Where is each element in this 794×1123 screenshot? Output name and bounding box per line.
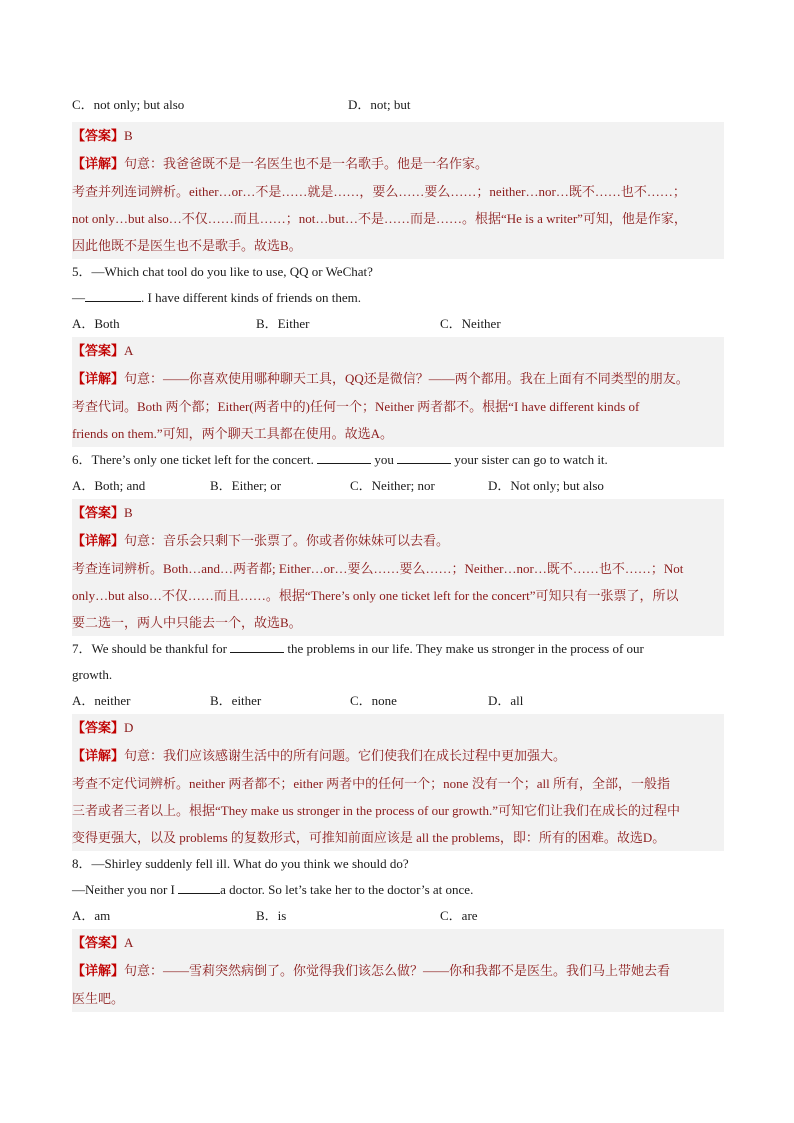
q6-option-b: B．Either; or xyxy=(210,478,282,493)
q6-blank-1 xyxy=(317,449,371,464)
detail-tag: 【详解】 xyxy=(72,534,125,549)
q4-options xyxy=(72,92,724,118)
answer-tag: 【答案】 xyxy=(72,129,125,144)
detail-tag: 【详解】 xyxy=(72,749,125,764)
answer-tag: 【答案】 xyxy=(72,936,125,951)
q5-stem-line2 xyxy=(72,285,724,311)
q5-options xyxy=(72,311,724,337)
q7-detail-line: 三者或者三者以上。根据“They make us stronger in the process of our growth.”可知它们让我们在成长的过程中 xyxy=(72,803,681,818)
q8-stem: 8．—Shirley suddenly fell ill. What do you think we should do? xyxy=(72,856,409,871)
q7-part2: the problems in our life. They make us stronger in the process of our xyxy=(287,641,644,656)
q5-option-a: A．Both xyxy=(72,316,120,331)
q4-option-d: D．not; but xyxy=(348,97,411,112)
q7-answer-box xyxy=(72,714,724,851)
q6-detail-line: only…but also…不仅……而且……。根据“There’s only one ticket left for the concert”可知只有一张票了，所以 xyxy=(72,588,679,603)
answer-tag: 【答案】 xyxy=(72,344,125,359)
q8-stem-line2 xyxy=(72,877,724,903)
q6-option-c: C．Neither; nor xyxy=(350,478,435,493)
q8-option-b: B．is xyxy=(256,908,287,923)
q8-option-c: C．are xyxy=(440,908,478,923)
q7-option-c: C．none xyxy=(350,693,397,708)
q4-detail-line: 考查并列连词辨析。either…or…不是……就是……，要么……要么……；neither…nor…既不……也不……； xyxy=(72,184,686,199)
q7-options xyxy=(72,688,724,714)
q5-option-c: C．Neither xyxy=(440,316,501,331)
q7-blank xyxy=(230,638,284,653)
answer-tag: 【答案】 xyxy=(72,506,125,521)
q7-answer: D xyxy=(124,720,134,735)
q4-detail-line: 句意：我爸爸既不是一名医生也不是一名歌手。他是一名作家。 xyxy=(124,156,489,171)
q6-stem xyxy=(72,447,724,473)
q7-stem xyxy=(72,636,724,662)
q7-detail-line: 句意：我们应该感谢生活中的所有问题。它们使我们在成长过程中更加强大。 xyxy=(124,748,567,763)
q8-answer: A xyxy=(124,935,134,950)
q5-stem: 5．—Which chat tool do you like to use, QQ or WeChat? xyxy=(72,264,373,279)
q6-part2: you xyxy=(374,452,394,467)
q8-options xyxy=(72,903,724,929)
q6-part3: your sister can go to watch it. xyxy=(454,452,608,467)
q6-options xyxy=(72,473,724,499)
q6-detail-line: 考查连词辨析。Both…and…两者都; Either…or…要么……要么……；Neither…nor…既不……也不……；Not xyxy=(72,561,684,576)
q4-detail-line: 因此他既不是医生也不是歌手。故选B。 xyxy=(72,238,302,253)
detail-tag: 【详解】 xyxy=(72,157,125,172)
q7-detail-line: 变得更强大，以及 problems 的复数形式，可推知前面应该是 all the problems，即：所有的困难。故选D。 xyxy=(72,830,666,845)
q8-suffix: a doctor. So let’s take her to the doctor’s at once. xyxy=(220,882,474,897)
q5-suffix: . I have different kinds of friends on them. xyxy=(141,290,361,305)
q7-option-d: D．all xyxy=(488,693,524,708)
q7-option-a: A．neither xyxy=(72,693,131,708)
q6-part1: 6．There’s only one ticket left for the concert. xyxy=(72,452,314,467)
detail-tag: 【详解】 xyxy=(72,372,125,387)
q5-detail-line: friends on them.”可知，两个聊天工具都在使用。故选A。 xyxy=(72,426,394,441)
q7-option-b: B．either xyxy=(210,693,262,708)
q4-option-c: C．not only; but also xyxy=(72,97,185,112)
q6-answer-box xyxy=(72,499,724,636)
detail-tag: 【详解】 xyxy=(72,964,125,979)
q8-prefix: —Neither you nor I xyxy=(72,882,175,897)
q5-detail-line: 句意：——你喜欢使用哪种聊天工具，QQ还是微信？——两个都用。我在上面有不同类型的朋友。 xyxy=(124,371,689,386)
q8-detail-line: 医生吧。 xyxy=(72,991,125,1006)
q8-blank xyxy=(178,879,220,894)
q6-answer: B xyxy=(124,505,133,520)
q6-detail-line: 要二选一，两人中只能去一个，故选B。 xyxy=(72,615,302,630)
q4-answer: B xyxy=(124,128,133,143)
q8-answer-box xyxy=(72,929,724,1012)
answer-tag: 【答案】 xyxy=(72,721,125,736)
q5-prefix: — xyxy=(72,290,85,305)
q5-option-b: B．Either xyxy=(256,316,310,331)
q5-detail-line: 考查代词。Both 两个都；Either(两者中的)任何一个；Neither 两者都不。根据“I have different kinds of xyxy=(72,399,640,414)
q4-answer-box xyxy=(72,122,724,259)
q5-answer: A xyxy=(124,343,134,358)
q6-option-d: D．Not only; but also xyxy=(488,478,604,493)
q7-part1: 7．We should be thankful for xyxy=(72,641,227,656)
q6-detail-line: 句意：音乐会只剩下一张票了。你或者你妹妹可以去看。 xyxy=(124,533,450,548)
q6-option-a: A．Both; and xyxy=(72,478,146,493)
q5-blank xyxy=(85,287,141,302)
q6-blank-2 xyxy=(397,449,451,464)
worksheet-page xyxy=(72,92,724,1012)
q8-option-a: A．am xyxy=(72,908,111,923)
q7-detail-line: 考查不定代词辨析。neither 两者都不；either 两者中的任何一个；none 没有一个；all 所有，全部，一般指 xyxy=(72,776,670,791)
q8-detail-line: 句意：——雪莉突然病倒了。你觉得我们该怎么做？——你和我都不是医生。我们马上带她去看 xyxy=(124,963,671,978)
q4-detail-line: not only…but also…不仅……而且……；not…but…不是……而是……。根据“He is a writer”可知，他是作家， xyxy=(72,211,687,226)
q5-answer-box xyxy=(72,337,724,447)
q7-stem-line2: growth. xyxy=(72,667,113,682)
